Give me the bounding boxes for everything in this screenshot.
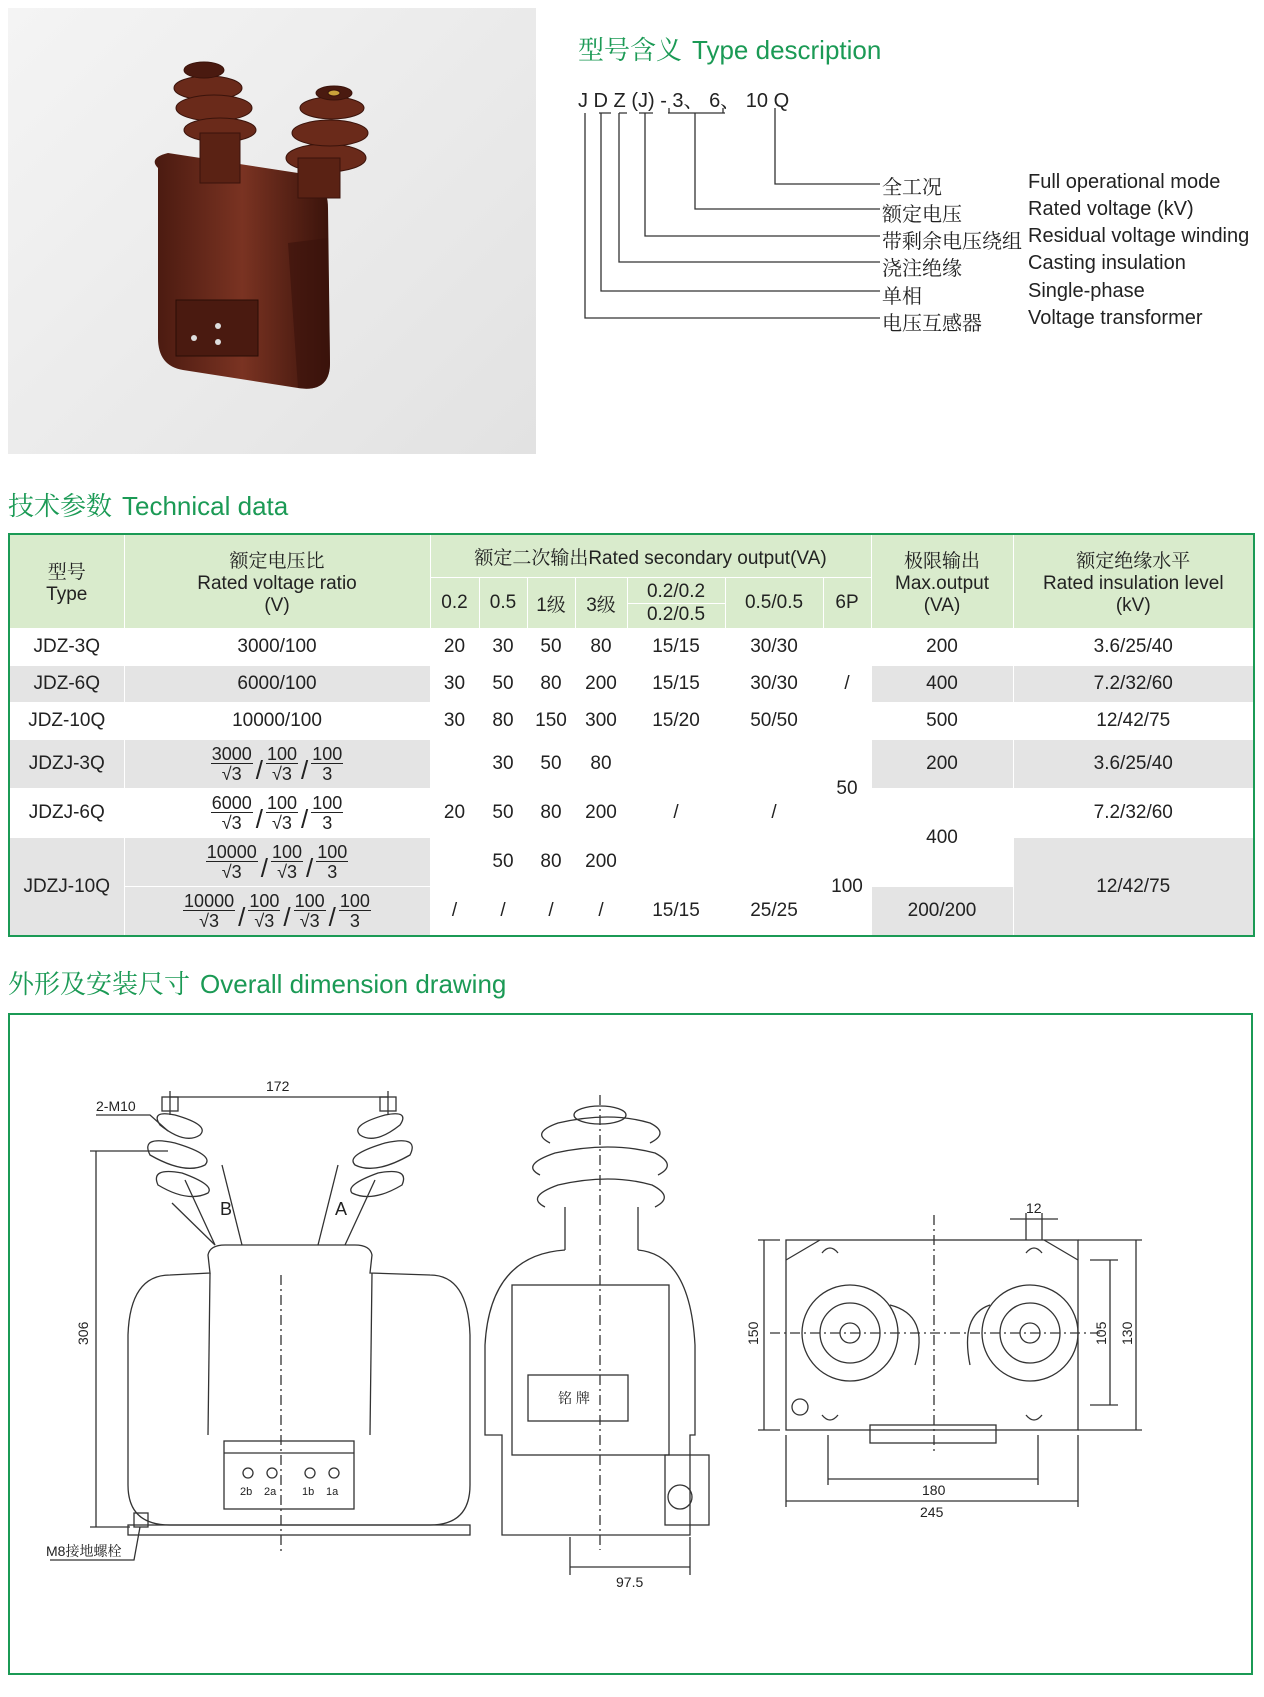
dim-105: 105	[1093, 1321, 1109, 1345]
heading-en: Technical data	[122, 491, 289, 521]
desc-row-2-en: Rated voltage (kV)	[1028, 198, 1194, 220]
desc-row-3: 带剩余电压绕组	[882, 231, 1022, 253]
technical-data-table	[8, 533, 1255, 937]
type-description-heading	[578, 30, 881, 67]
ratio-fraction: 10000 √3 / 100 √3 / 100 √3 / 100 3	[124, 887, 430, 937]
class-dual: 0.2/0.2 0.2/0.5	[627, 578, 725, 629]
heading-en: Overall dimension drawing	[200, 969, 507, 999]
desc-row-4-en: Casting insulation	[1028, 252, 1186, 274]
ratio-fraction: 10000 √3 / 100 √3 / 100 3	[124, 838, 430, 887]
model-code: J D Z (J) - 3、 6、 10 Q	[578, 90, 790, 112]
desc-row-2: 额定电压	[882, 204, 962, 226]
dim-97-5: 97.5	[616, 1574, 644, 1590]
terminal-1a: 1a	[326, 1486, 339, 1498]
dim-180: 180	[922, 1482, 946, 1498]
header-output: 额定二次输出Rated secondary output(VA)	[430, 534, 871, 578]
class-0.5: 0.5	[479, 578, 527, 629]
table-row: JDZ-6Q 6000/100 30 50 80 200 15/15 30/30 400 7.2/32/60	[9, 666, 1254, 703]
desc-row-1	[882, 171, 942, 200]
desc-row-4: 浇注绝缘	[882, 258, 962, 280]
technical-data-heading	[8, 486, 288, 523]
side-view	[485, 1095, 709, 1575]
desc-row-5: 单相	[882, 286, 922, 308]
dimension-heading	[8, 964, 506, 1001]
transformer-photo-drawing	[8, 8, 536, 454]
table-row: JDZJ-10Q 10000 √3 / 100 √3 / 100 3 50 80 200 100 12/42/75	[9, 838, 1254, 887]
dimension-drawing	[10, 1015, 1251, 1673]
desc-row-6-en: Voltage transformer	[1028, 307, 1203, 329]
class-6p: 6P	[823, 578, 871, 629]
desc-row-6: 电压互感器	[882, 313, 982, 335]
product-photo	[8, 8, 536, 454]
ratio-fraction: 6000 √3 / 100 √3 / 100 3	[124, 789, 430, 838]
desc-cn: 全工况	[882, 177, 942, 199]
model-code-leader-lines	[575, 105, 885, 327]
label-a: A	[335, 1199, 348, 1219]
top-view	[758, 1213, 1142, 1507]
table-row: JDZJ-6Q 6000 √3 / 100 √3 / 100 3 50 80 200 400 7.2/32/60	[9, 789, 1254, 838]
class-0.2: 0.2	[430, 578, 479, 629]
terminal-1b: 1b	[302, 1486, 315, 1498]
class-1: 1级	[527, 578, 575, 629]
heading-cn: 技术参数	[8, 491, 113, 521]
ratio-fraction: 3000 √3 / 100 √3 / 100 3	[124, 740, 430, 789]
terminal-2a: 2a	[264, 1486, 277, 1498]
label-ground-bolt: M8接地螺栓	[46, 1543, 122, 1559]
desc-row-1-en: Full operational mode	[1028, 171, 1221, 193]
table-row: JDZ-3Q 3000/100 20 30 50 80 15/15 30/30 / 200 3.6/25/40	[9, 629, 1254, 666]
header-max-output: 极限输出 Max.output (VA)	[871, 534, 1013, 629]
heading-en: Type description	[692, 35, 882, 65]
header-row-1	[9, 534, 1254, 578]
table-row: 10000 √3 / 100 √3 / 100 √3 / 100 3 / / / / 15/15 25/25 200/200	[9, 887, 1254, 937]
desc-row-3-en: Residual voltage winding	[1028, 225, 1250, 247]
table-row: JDZ-10Q 10000/100 30 80 150 300 15/20 50/50 500 12/42/75	[9, 703, 1254, 740]
header-type: 型号 Type	[9, 534, 124, 629]
dimension-drawing-frame	[8, 1013, 1253, 1675]
dim-130: 130	[1119, 1321, 1135, 1345]
dim-150: 150	[745, 1321, 761, 1345]
dim-12: 12	[1026, 1200, 1042, 1216]
table-row: JDZJ-3Q 3000 √3 / 100 √3 / 100 3 20 30 50 80 / / 50 200 3.6/25/40	[9, 740, 1254, 789]
class-0.5-0.5: 0.5/0.5	[725, 578, 823, 629]
desc-row-5-en: Single-phase	[1028, 280, 1145, 302]
header-ratio: 额定电压比 Rated voltage ratio (V)	[124, 534, 430, 629]
heading-cn: 外形及安装尺寸	[8, 969, 191, 999]
dim-245: 245	[920, 1504, 944, 1520]
heading-cn: 型号含义	[578, 35, 683, 65]
label-b: B	[220, 1199, 233, 1219]
label-nameplate: 铭 牌	[558, 1390, 590, 1406]
header-insulation: 额定绝缘水平 Rated insulation level (kV)	[1013, 534, 1254, 629]
dim-306: 306	[75, 1321, 91, 1345]
label-m10: 2-M10	[96, 1098, 136, 1114]
terminal-2b: 2b	[240, 1486, 253, 1498]
front-view	[50, 1091, 470, 1560]
dim-172: 172	[266, 1078, 290, 1094]
class-3: 3级	[575, 578, 627, 629]
